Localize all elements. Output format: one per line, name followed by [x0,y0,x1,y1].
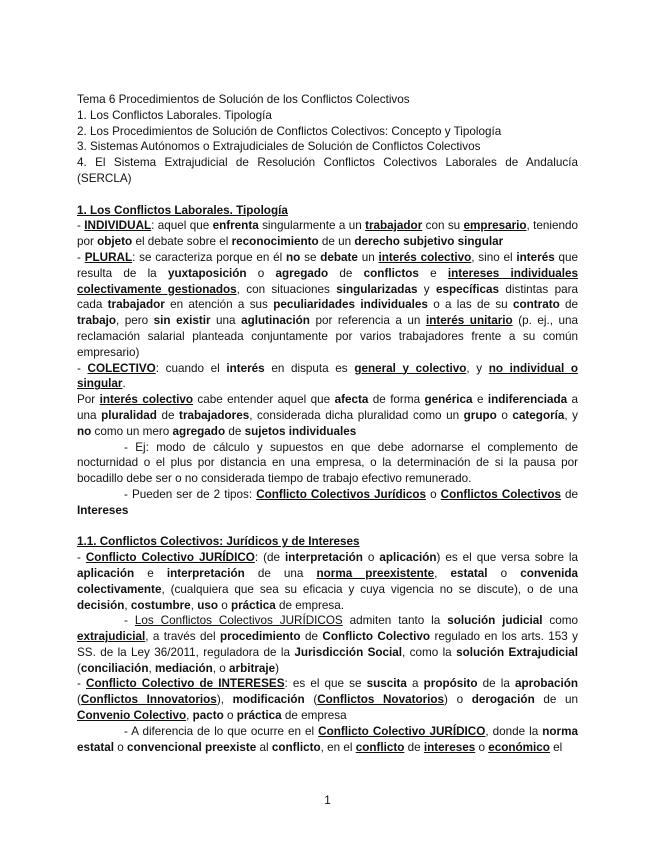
toc-item: 1. Los Conflictos Laborales. Tipología [77,108,272,122]
toc-item: 4. El Sistema Extrajudicial de Resolución Conflictos Colectivos Laborales de Andalucía (SERCLA) [77,156,578,185]
paragraph-individual: - INDIVIDUAL: aquel que enfrenta singularmente a un trabajador con su empresario, teniendo por objeto el debate sobre el reconocimiento de un derecho subjetivo singular [77,219,579,249]
paragraph-juridicos-solucion: - Los Conflictos Colectivos JURÍDICOS admiten tanto la solución judicial como extrajudicial, a través del procedimiento de Conflicto Colectivo regulado en los arts. 153 y SS. de la Ley 36/2011, reguladora de la Jurisdicción Social, como la solución Extrajudicial (conciliación, mediación, o arbitraje) [77,614,578,675]
paragraph-plural: - PLURAL: se caracteriza porque en él no se debate un interés colectivo, sino el interés que resulta de la yuxtaposición o agregado de conflictos e intereses individuales colectivamente gestionados, con situaciones singularizadas y específicas distintas para cada trabajador en atención a sus peculiaridades individuales o a las de su contrato de trabajo, pero sin existir una aglutinación por referencia a un interés unitario (p. ej., una reclamación salarial planteada conjuntamente por varios trabajadores frente a su común empresario) [77,250,579,359]
document-body [77,92,578,755]
paragraph-intereses: - Conflicto Colectivo de INTERESES: es el que se suscita a propósito de la aprobación (Conflictos Innovatorios), modificación (Conflictos Novatorios) o derogación de un Convenio Colectivo, pacto o práctica de empresa [77,677,578,723]
paragraph-ejemplo: - Ej: modo de cálculo y supuestos en que debe adornarse el complemento de nocturnidad o el plus por distancia en una empresa, o la determinación de si la pausa por bocadillo debe ser o no considerada tiempo de trabajo efectivo remunerado. [77,440,578,486]
paragraph-tipos: - Pueden ser de 2 tipos: Conflicto Colectivos Jurídicos o Conflictos Colectivos de Intereses [77,487,579,517]
paragraph-diferencia: - A diferencia de lo que ocurre en el Conflicto Colectivo JURÍDICO, donde la norma estatal o convencional preexiste al conflicto, en el conflicto de intereses o económico el [77,724,578,754]
toc-item: 2. Los Procedimientos de Solución de Conflictos Colectivos: Concepto y Tipología [77,124,502,138]
paragraph-colectivo: - COLECTIVO: cuando el interés en disputa es general y colectivo, y no individual o singular. [77,361,578,391]
page-number: 1 [324,794,331,807]
paragraph-juridico: - Conflicto Colectivo JURÍDICO: (de interpretación o aplicación) es el que versa sobre la aplicación e interpretación de una norma preexistente, estatal o convenida colectivamente, (cualquiera que sea su eficacia y cuya vigencia no se discute), o de una decisión, costumbre, uso o práctica de empresa. [77,551,578,612]
toc-title: Tema 6 Procedimientos de Solución de los Conflictos Colectivos [77,93,410,106]
section-heading: 1. Los Conflictos Laborales. Tipología [77,203,288,217]
paragraph-definicion: Por interés colectivo cabe entender aquel que afecta de forma genérica e indiferenciada a una pluralidad de trabajadores, considerada dicha pluralidad como un grupo o categoría, y no como un mero agregado de sujetos individuales [77,393,579,438]
section-heading: 1.1. Conflictos Colectivos: Jurídicos y de Intereses [77,535,360,549]
toc-item: 3. Sistemas Autónomos o Extrajudiciales de Solución de Conflictos Colectivos [77,140,481,154]
